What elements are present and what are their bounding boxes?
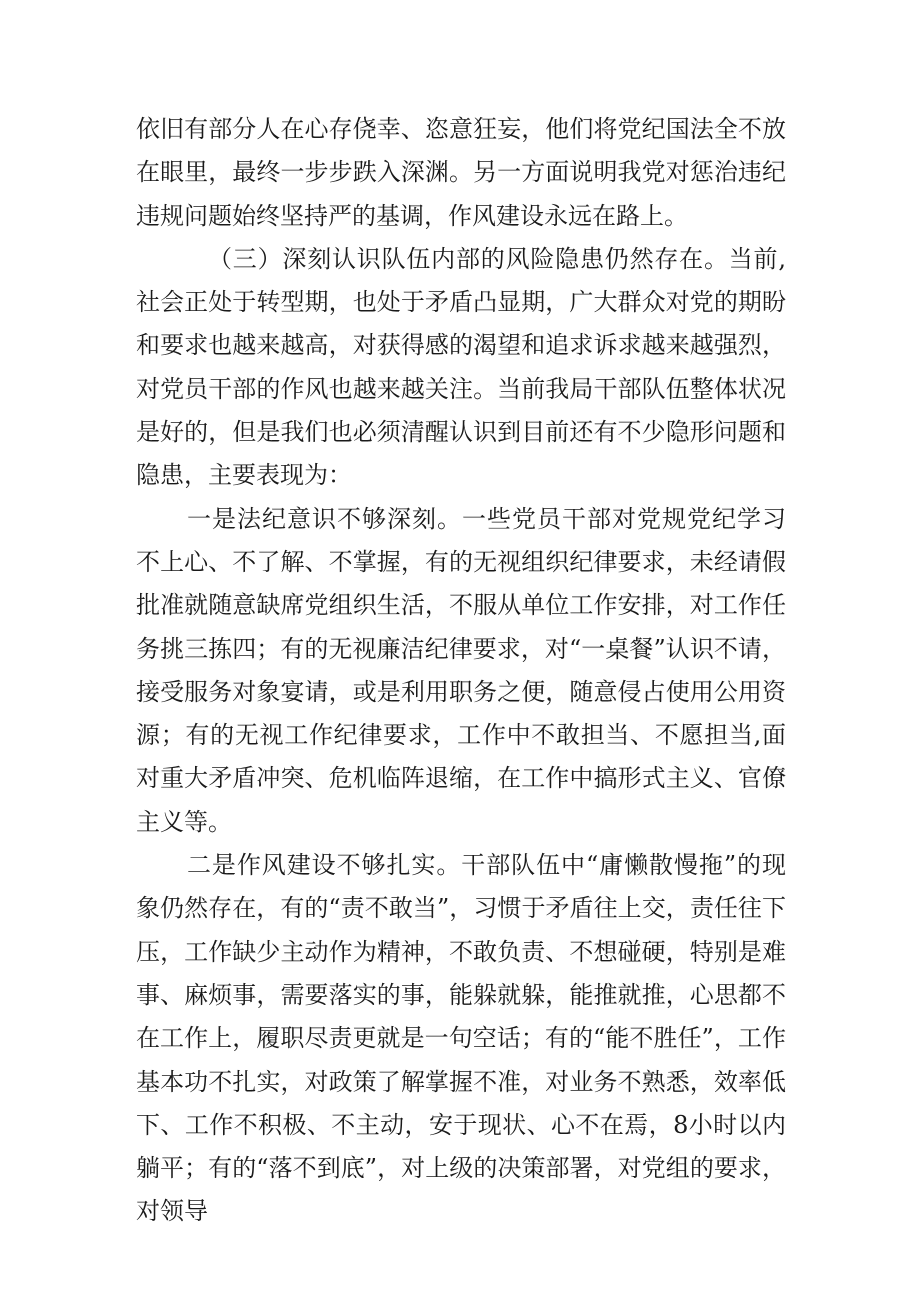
document-body [136,108,786,1234]
paragraph-section-three: （三）深刻认识队伍内部的风险隐患仍然存在。当前,社会正处于转型期，也处于矛盾凸显期，广大群众对党的期盼和要求也越来越高，对获得感的渴望和追求诉求越来越强烈，对党员干部的作风也越来越关注。当前我局干部队伍整体状况是好的，但是我们也必须清醒认识到目前还有不少隐形问题和隐患，主要表现为： [136,244,786,490]
paragraph-point-two: 二是作风建设不够扎实。干部队伍中“庸懒散慢拖”的现象仍然存在，有的“责不敢当”，习惯于矛盾往上交，责任往下压，工作缺少主动作为精神，不敢负责、不想碰硬，特别是难事、麻烦事，需要落实的事，能躲就躲，能推就推，心思都不在工作上，履职尽责更就是一句空话；有的“能不胜任”，工作基本功不扎实，对政策了解掌握不准，对业务不熟悉，效率低下、工作不积极、不主动，安于现状、心不在焉，8小时以内躺平；有的“落不到底”，对上级的决策部署，对党组的要求，对领导 [136,851,786,1226]
paragraph-continuation: 依旧有部分人在心存侥幸、恣意狂妄，他们将党纪国法全不放在眼里，最终一步步跌入深渊。另一方面说明我党对惩治违纪违规问题始终坚持严的基调，作风建设永远在路上。 [136,115,786,230]
paragraph-point-one: 一是法纪意识不够深刻。一些党员干部对党规党纪学习不上心、不了解、不掌握，有的无视组织纪律要求，未经请假批准就随意缺席党组织生活，不服从单位工作安排，对工作任务挑三拣四；有的无视廉洁纪律要求，对“一桌餐”认识不请，接受服务对象宴请，或是利用职务之便，随意侵占使用公用资源；有的无视工作纪律要求，工作中不敢担当、不愿担当,面对重大矛盾冲突、危机临阵退缩，在工作中搞形式主义、官僚主义等。 [136,504,786,836]
